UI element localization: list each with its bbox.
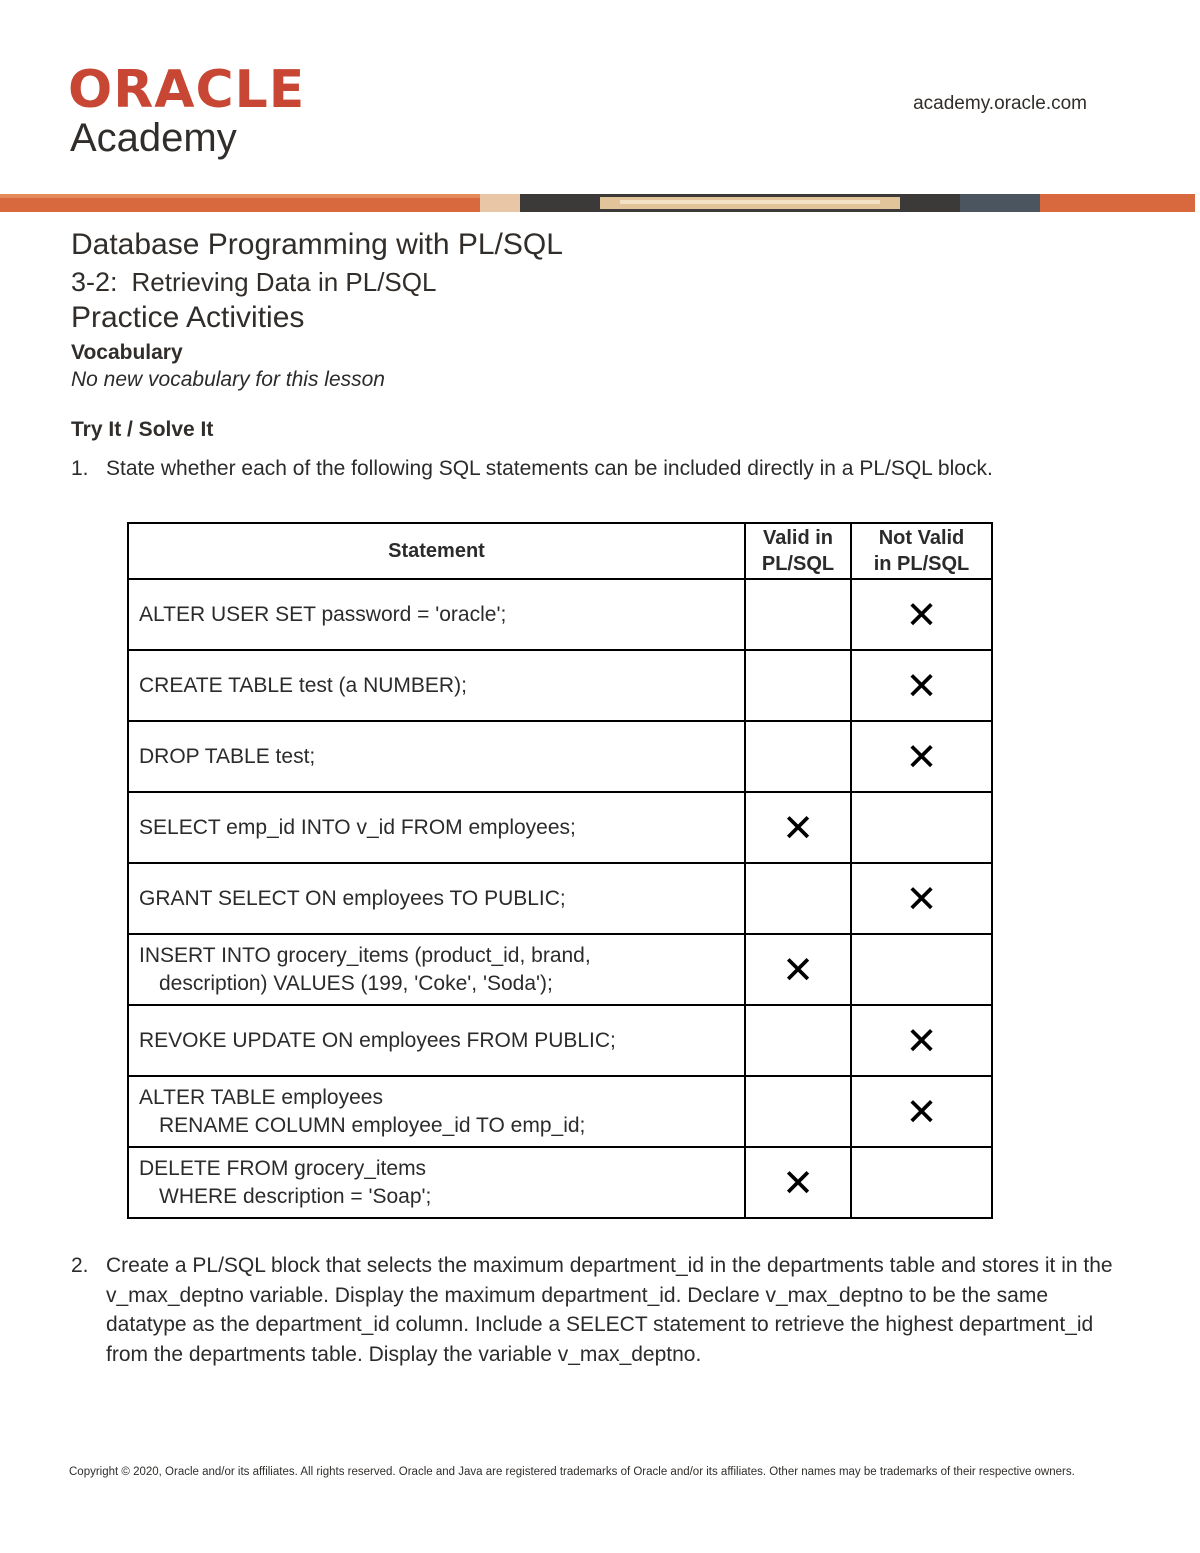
vocabulary-heading: Vocabulary <box>71 341 183 364</box>
table-row <box>128 934 992 1005</box>
statement-cell <box>128 1147 745 1218</box>
table-row <box>128 863 992 934</box>
header-valid-line1: Valid in <box>762 527 834 549</box>
valid-cell <box>745 934 851 1005</box>
course-title: Database Programming with PL/SQL <box>71 228 563 261</box>
table-row <box>128 650 992 721</box>
statement-line-continued: WHERE description = 'Soap'; <box>159 1184 432 1208</box>
header-not-valid-line2: in PL/SQL <box>873 553 970 575</box>
copyright-notice: Copyright © 2020, Oracle and/or its affiliates. All rights reserved. Oracle and Java are registered trademarks of Oracle and/or its affiliates. Other names may be trademarks of their respective owners. <box>69 1466 1075 1478</box>
x-mark-icon: ✕ <box>782 805 814 850</box>
valid-cell <box>745 721 851 792</box>
not-valid-cell <box>851 721 992 792</box>
vocabulary-text: No new vocabulary for this lesson <box>71 368 385 391</box>
table-row <box>128 579 992 650</box>
statement-cell <box>128 1076 745 1147</box>
statement-line: DROP TABLE test; <box>139 744 316 768</box>
statement-cell <box>128 863 745 934</box>
not-valid-cell <box>851 1005 992 1076</box>
statement-cell <box>128 721 745 792</box>
statement-line: CREATE TABLE test (a NUMBER); <box>139 673 467 697</box>
lesson-title <box>71 264 1131 300</box>
question-2 <box>71 1251 1131 1369</box>
valid-cell <box>745 1076 851 1147</box>
x-mark-icon: ✕ <box>782 1160 814 1205</box>
header-not-valid-line1: Not Valid <box>878 527 965 549</box>
x-mark-icon: ✕ <box>905 1018 938 1063</box>
statement-cell <box>128 650 745 721</box>
valid-cell <box>745 579 851 650</box>
statement-cell <box>128 934 745 1005</box>
not-valid-cell <box>851 650 992 721</box>
statement-cell <box>128 792 745 863</box>
x-mark-icon: ✕ <box>905 592 938 637</box>
oracle-logo-wordmark: ORACLE <box>68 60 306 120</box>
valid-cell <box>745 650 851 721</box>
statement-line: REVOKE UPDATE ON employees FROM PUBLIC; <box>139 1028 616 1052</box>
table-row <box>128 1147 992 1218</box>
header-statement: Statement <box>128 523 745 579</box>
not-valid-cell <box>851 792 992 863</box>
statement-line-continued: description) VALUES (199, 'Coke', 'Soda'); <box>159 971 553 995</box>
statements-table <box>127 522 993 1219</box>
oracle-logo-academy: Academy <box>70 116 237 160</box>
question-1-text: State whether each of the following SQL statements can be included directly in a PL/SQL block. <box>106 457 993 480</box>
x-mark-icon: ✕ <box>905 734 938 779</box>
statement-line: INSERT INTO grocery_items (product_id, brand, <box>139 943 591 967</box>
decorative-banner <box>0 194 1200 212</box>
table-row <box>128 1076 992 1147</box>
table-header-row <box>128 523 992 579</box>
section-title: Practice Activities <box>71 301 305 334</box>
try-it-heading: Try It / Solve It <box>71 418 214 441</box>
statement-cell <box>128 579 745 650</box>
valid-cell <box>745 1147 851 1218</box>
statement-line: GRANT SELECT ON employees TO PUBLIC; <box>139 886 566 910</box>
statement-line: ALTER USER SET password = 'oracle'; <box>139 602 507 626</box>
statement-cell <box>128 1005 745 1076</box>
lesson-number: 3-2: <box>71 267 118 297</box>
not-valid-cell <box>851 1076 992 1147</box>
x-mark-icon: ✕ <box>905 876 938 921</box>
header-valid <box>745 523 851 579</box>
lesson-name: Retrieving Data in PL/SQL <box>131 267 437 297</box>
statement-line: SELECT emp_id INTO v_id FROM employees; <box>139 815 576 839</box>
statement-line: ALTER TABLE employees <box>139 1085 383 1109</box>
question-1 <box>71 454 1131 483</box>
valid-cell <box>745 1005 851 1076</box>
site-url: academy.oracle.com <box>913 93 1087 114</box>
question-1-number: 1. <box>71 457 89 480</box>
statement-line-continued: RENAME COLUMN employee_id TO emp_id; <box>159 1113 586 1137</box>
valid-cell <box>745 863 851 934</box>
x-mark-icon: ✕ <box>782 947 814 992</box>
not-valid-cell <box>851 1147 992 1218</box>
question-2-number: 2. <box>71 1254 89 1277</box>
x-mark-icon: ✕ <box>905 1089 938 1134</box>
not-valid-cell <box>851 934 992 1005</box>
table-row <box>128 721 992 792</box>
not-valid-cell <box>851 863 992 934</box>
not-valid-cell <box>851 579 992 650</box>
valid-cell <box>745 792 851 863</box>
header-valid-line2: PL/SQL <box>761 553 835 575</box>
statement-line: DELETE FROM grocery_items <box>139 1156 427 1180</box>
header-not-valid <box>851 523 992 579</box>
table-row <box>128 1005 992 1076</box>
x-mark-icon: ✕ <box>905 663 938 708</box>
table-row <box>128 792 992 863</box>
question-2-text: Create a PL/SQL block that selects the maximum department_id in the departments table and stores it in the v_max_deptno variable. Display the maximum department_id. Declare v_max_deptno to be the same datatype as the department_id column. Include a SELECT statement to retrieve the highest department_id from the departments table. Display the variable v_max_deptno. <box>106 1254 1113 1366</box>
